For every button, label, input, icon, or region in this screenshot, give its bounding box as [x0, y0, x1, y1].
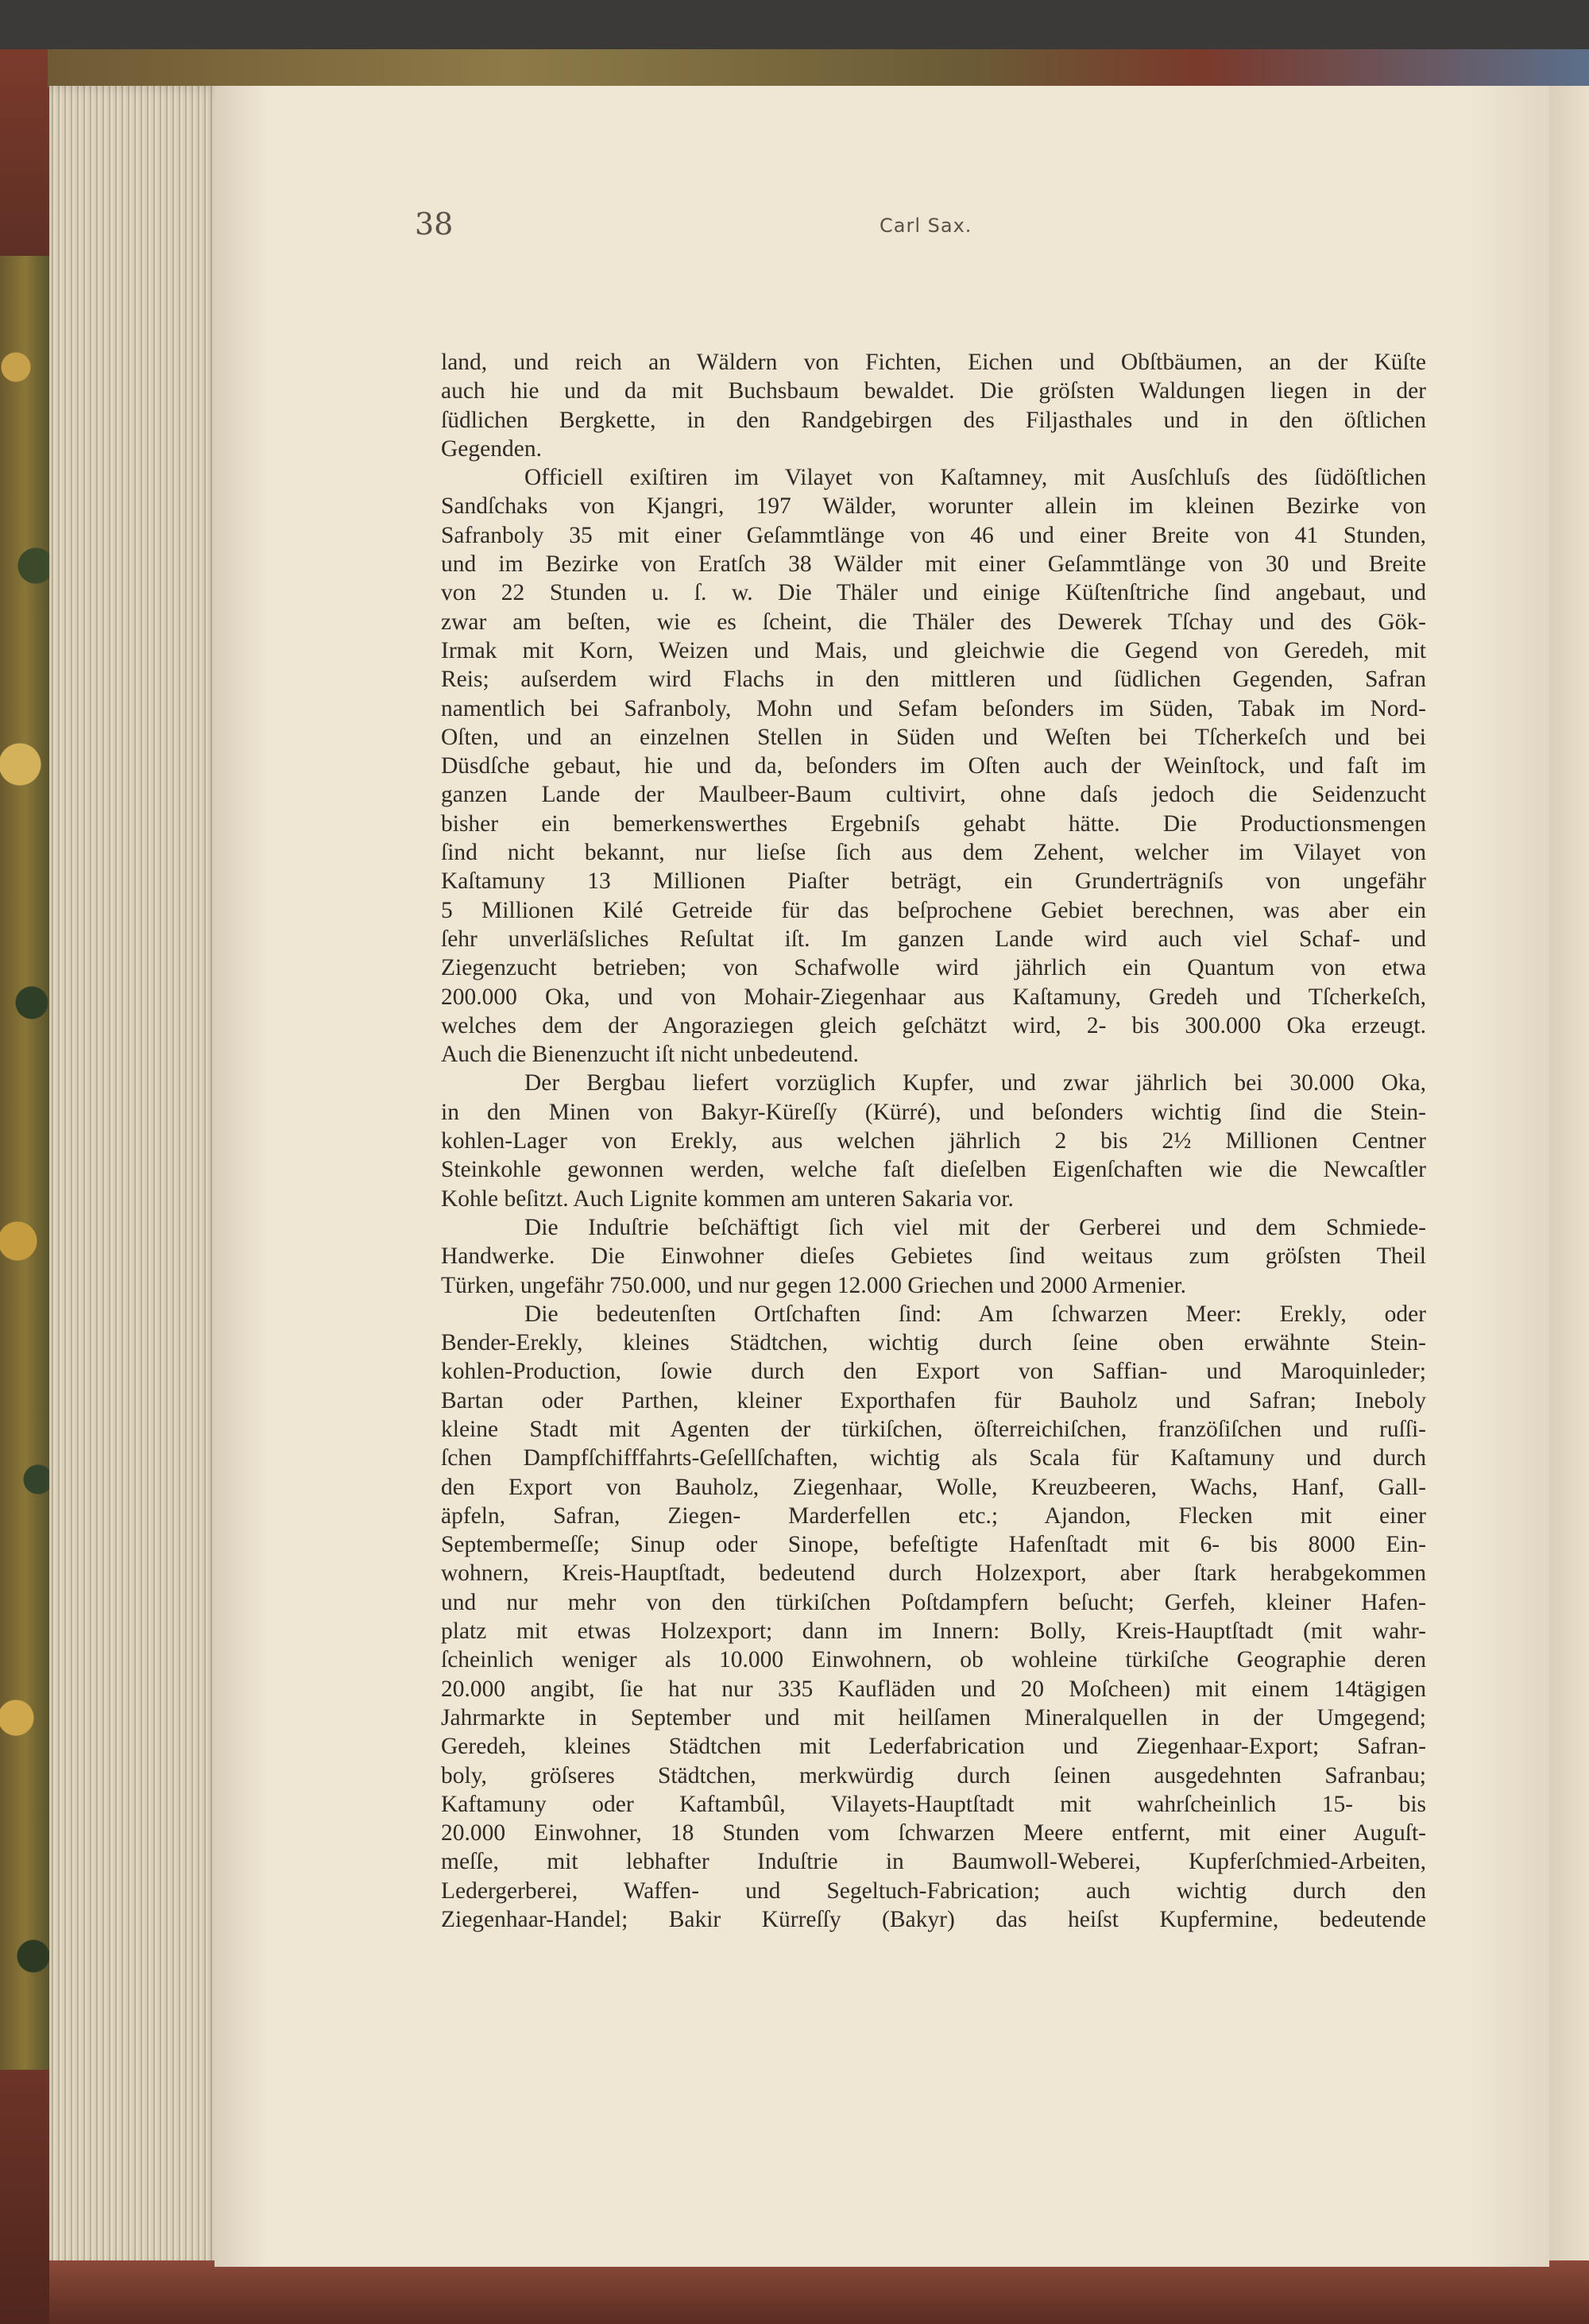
text-line: Düsdſche gebaut, hie und da, beſonders im Oſten auch der Weinſtock, und faſt im: [441, 753, 1426, 779]
text-line: boly, gröſseres Städtchen, merkwürdig durch ſeinen ausgedehnten Safranbau;: [441, 1762, 1426, 1788]
text-line: Oſten, und an einzelnen Stellen in Süden und Weſten bei Tſcherkeſch und bei: [441, 724, 1426, 750]
text-line: Die Induſtrie beſchäftigt ſich viel mit der Gerberei und dem Schmiede-: [524, 1214, 1426, 1240]
page-stack-edge: [49, 86, 224, 2271]
text-line: Officiell exiſtiren im Vilayet von Kaſtamney, mit Ausſchluſs des ſüdöſtlichen: [524, 465, 1426, 491]
text-line: Die bedeutenſten Ortſchaften ſind: Am ſchwarzen Meer: Erekly, oder: [524, 1301, 1426, 1327]
text-line: Jahrmarkte in September und mit heilſamen Mineralquellen in der Umgegend;: [441, 1704, 1426, 1730]
text-line: 5 Millionen Kilé Getreide für das beſprochene Gebiet berechnen, was aber ein: [441, 897, 1426, 923]
text-line: und im Bezirke von Eratſch 38 Wälder mit einer Geſammtlänge von 30 und Breite: [441, 551, 1426, 578]
text-line: Safranboly 35 mit einer Geſammtlänge von 46 und einer Breite von 41 Stunden,: [441, 522, 1426, 548]
text-line: Ziegenzucht betrieben; von Schafwolle wird jährlich ein Quantum von etwa: [441, 955, 1426, 981]
text-line: 200.000 Oka, und von Mohair-Ziegenhaar aus Kaſtamuny, Gredeh und Tſcherkeſch,: [441, 984, 1426, 1010]
text-line: zwar am beſten, wie es ſcheint, die Thäler des Dewerek Tſchay und des Gök-: [441, 609, 1426, 635]
text-line: ſüdlichen Bergkette, in den Randgebirgen des Filjasthales und in den öſtlichen: [441, 407, 1426, 433]
text-line: Sandſchaks von Kjangri, 197 Wälder, worunter allein im kleinen Bezirke von: [441, 493, 1426, 520]
text-line: und nur mehr von den türkiſchen Poſtdampfern beſucht; Gerfeh, kleiner Hafen-: [441, 1589, 1426, 1615]
text-line: 20.000 Einwohner, 18 Stunden vom ſchwarzen Meere entfernt, mit einer Auguſt-: [441, 1820, 1426, 1846]
text-line: auch hie und da mit Buchsbaum bewaldet. Die gröſsten Waldungen liegen in der: [441, 378, 1426, 404]
text-line: Türken, ungefähr 750.000, und nur gegen 12.000 Griechen und 2000 Armenier.: [441, 1272, 1187, 1298]
text-line: Geredeh, kleines Städtchen mit Lederfabrication und Ziegenhaar-Export; Safran-: [441, 1734, 1426, 1760]
text-line: Reis; auſserdem wird Flachs in den mittleren und ſüdlichen Gegenden, Safran: [441, 667, 1426, 693]
scan-backdrop: [0, 0, 1589, 49]
text-line: den Export von Bauholz, Ziegenhaar, Wolle, Kreuzbeeren, Wachs, Hanf, Gall-: [441, 1474, 1426, 1500]
text-line: Auch die Bienenzucht iſt nicht unbedeutend.: [441, 1042, 859, 1068]
book-bottom-edge: [49, 2260, 1589, 2324]
text-line: Kohle beſitzt. Auch Lignite kommen am unteren Sakaria vor.: [441, 1185, 1014, 1212]
text-line: Septembermeſſe; Sinup oder Sinope, befeſtigte Hafenſtadt mit 6- bis 8000 Ein-: [441, 1532, 1426, 1558]
text-line: platz mit etwas Holzexport; dann im Innern: Bolly, Kreis-Hauptſtadt (mit wahr-: [441, 1618, 1426, 1645]
text-line: Ledergerberei, Waffen- und Segeltuch-Fabrication; auch wichtig durch den: [441, 1877, 1426, 1904]
text-line: in den Minen von Bakyr-Küreſſy (Kürré), und beſonders wichtig ſind die Stein-: [441, 1099, 1426, 1125]
text-line: Kaftamuny oder Kaftambûl, Vilayets-Hauptſtadt mit wahrſcheinlich 15- bis: [441, 1791, 1426, 1817]
text-line: Kaſtamuny 13 Millionen Piaſter beträgt, ein Grunderträgniſs von ungefähr: [441, 868, 1426, 895]
body-text: [441, 348, 1426, 1934]
page-number: 38: [415, 207, 454, 242]
author-heading: Carl Sax.: [880, 215, 972, 237]
text-line: Gegenden.: [441, 435, 542, 462]
text-line: Steinkohle gewonnen werden, welche faſt dieſelben Eigenſchaften wie die Newcaſtler: [441, 1157, 1426, 1183]
text-line: meſſe, mit lebhafter Induſtrie in Baumwoll-Weberei, Kupferſchmied-Arbeiten,: [441, 1849, 1426, 1875]
text-line: ganzen Lande der Maulbeer-Baum cultivirt, ohne daſs jedoch die Seidenzucht: [441, 782, 1426, 808]
facing-page-edge: [1549, 86, 1589, 2267]
text-line: namentlich bei Safranboly, Mohn und Sefam beſonders im Süden, Tabak im Nord-: [441, 695, 1426, 721]
text-line: 20.000 angibt, ſie hat nur 335 Kaufläden und 20 Moſcheen) mit einem 14tägigen: [441, 1676, 1426, 1702]
text-line: von 22 Stunden u. ſ. w. Die Thäler und einige Küſtenſtriche ſind angebaut, und: [441, 580, 1426, 606]
text-line: Bartan oder Parthen, kleiner Exporthafen für Bauholz und Safran; Ineboly: [441, 1387, 1426, 1413]
text-line: ſcheinlich weniger als 10.000 Einwohnern, ob wohleine türkiſche Geographie deren: [441, 1647, 1426, 1673]
text-line: äpfeln, Safran, Ziegen- Marderfellen etc.; Ajandon, Flecken mit einer: [441, 1502, 1426, 1529]
text-line: land, und reich an Wäldern von Fichten, Eichen und Obſtbäumen, an der Küſte: [441, 350, 1426, 375]
text-line: welches dem der Angoraziegen gleich geſchätzt wird, 2- bis 300.000 Oka erzeugt.: [441, 1012, 1426, 1038]
text-line: kohlen-Production, ſowie durch den Export von Saffian- und Maroquinleder;: [441, 1359, 1426, 1385]
book-top-edge: [48, 49, 1589, 87]
text-line: Der Bergbau liefert vorzüglich Kupfer, und zwar jährlich bei 30.000 Oka,: [524, 1070, 1426, 1096]
text-line: ſchen Dampfſchifffahrts-Geſellſchaften, wichtig als Scala für Kaſtamuny und durch: [441, 1445, 1426, 1471]
marbled-cover: [0, 49, 56, 2324]
text-line: Ziegenhaar-Handel; Bakir Kürreſſy (Bakyr) das heiſst Kupfermine, bedeutende: [441, 1907, 1426, 1933]
text-line: Irmak mit Korn, Weizen und Mais, und gleichwie die Gegend von Geredeh, mit: [441, 637, 1426, 663]
text-line: ſind nicht bekannt, nur lieſse ſich aus dem Zehent, welcher im Vilayet von: [441, 840, 1426, 866]
text-line: ſehr unverläſsliches Reſultat iſt. Im ganzen Lande wird auch viel Schaf- und: [441, 926, 1426, 952]
text-line: wohnern, Kreis-Hauptſtadt, bedeutend durch Holzexport, aber ſtark herabgekommen: [441, 1560, 1426, 1587]
text-line: kohlen-Lager von Erekly, aus welchen jährlich 2 bis 2½ Millionen Centner: [441, 1128, 1426, 1154]
running-head: [415, 207, 1432, 254]
text-line: Handwerke. Die Einwohner dieſes Gebietes ſind weitaus zum gröſsten Theil: [441, 1243, 1426, 1270]
text-line: bisher ein bemerkenswerthes Ergebniſs gehabt hätte. Die Productionsmengen: [441, 810, 1426, 837]
text-line: kleine Stadt mit Agenten der türkiſchen, öſterreichiſchen, franzöſiſchen und ruſſi-: [441, 1416, 1426, 1442]
text-line: Bender-Erekly, kleines Städtchen, wichtig durch ſeine oben erwähnte Stein-: [441, 1330, 1426, 1356]
